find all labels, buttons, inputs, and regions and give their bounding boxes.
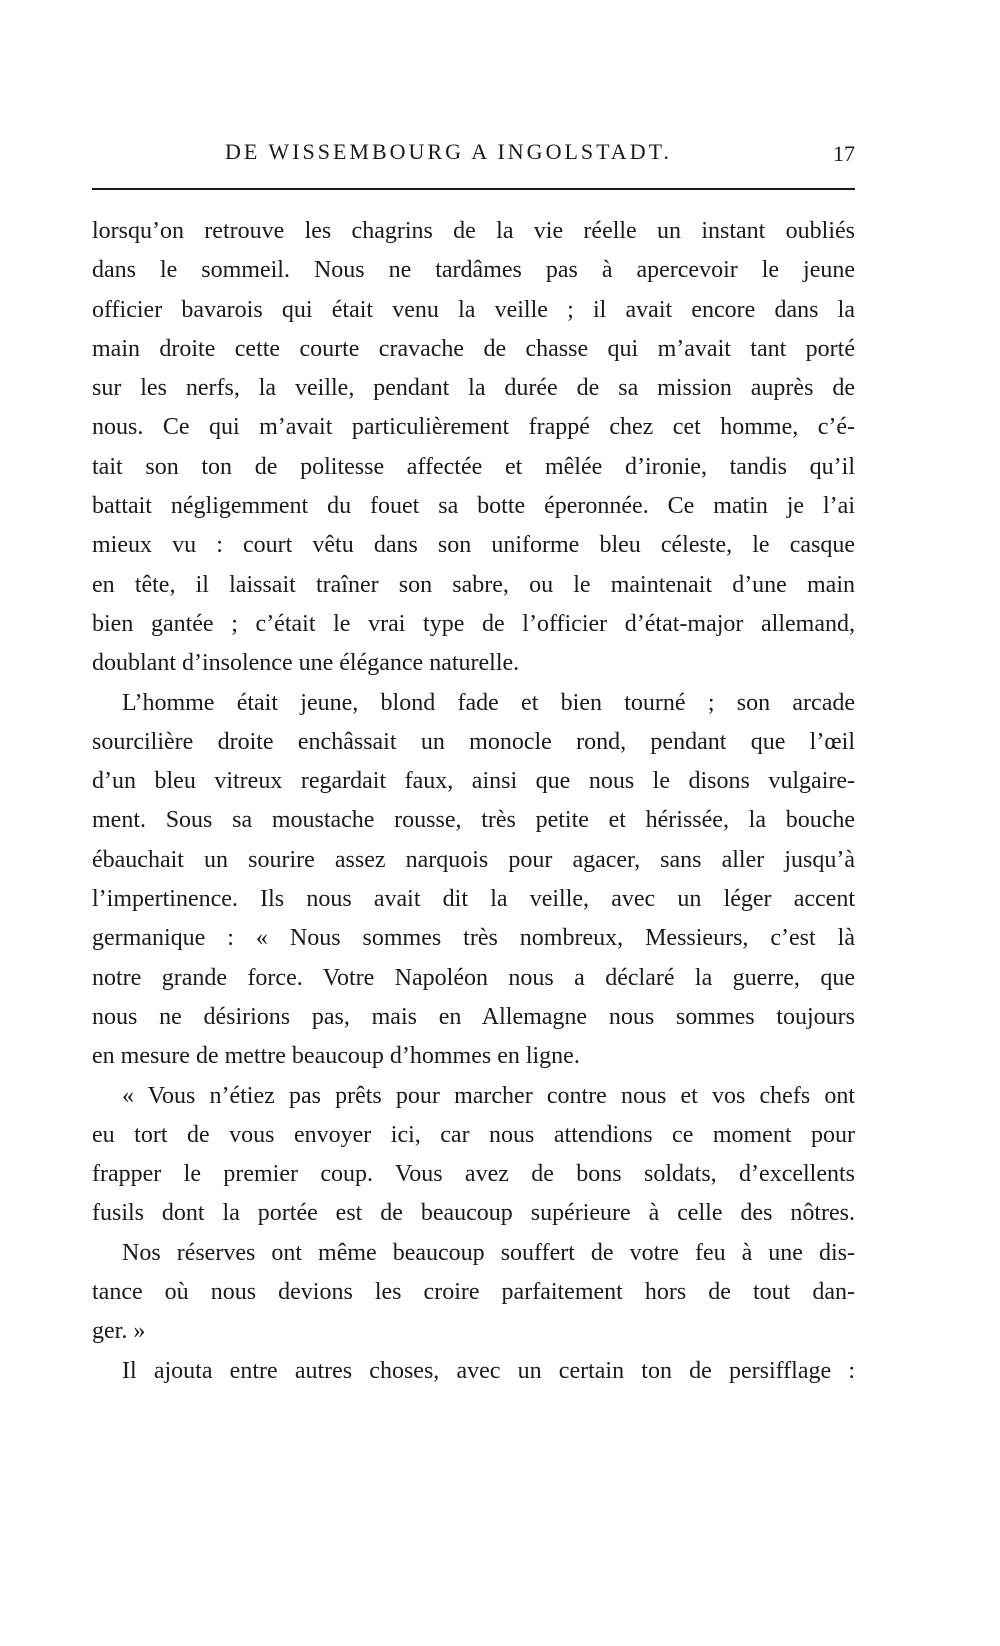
text-line: lorsqu’on retrouve les chagrins de la vie réelle un instant oubliés (92, 218, 855, 244)
running-head (92, 134, 855, 170)
text-line: sur les nerfs, la veille, pendant la durée de sa mission auprès de (92, 375, 855, 402)
text-line: officier bavarois qui était venu la veille ; il avait encore dans la (92, 296, 855, 323)
text-line: germanique : « Nous sommes très nombreux, Messieurs, c’est là (92, 925, 855, 952)
text-line: d’un bleu vitreux regardait faux, ainsi que nous le disons vulgaire- (92, 768, 855, 795)
text-line: dans le sommeil. Nous ne tardâmes pas à apercevoir le jeune (92, 257, 855, 284)
text-line: en mesure de mettre beaucoup d’hommes en ligne. (92, 1043, 580, 1070)
body-text (92, 212, 855, 1391)
text-line: ger. » (92, 1318, 146, 1345)
text-line: nous ne désirions pas, mais en Allemagne nous sommes toujours (92, 1003, 855, 1030)
text-line: fusils dont la portée est de beaucoup supérieure à celle des nôtres. (92, 1200, 855, 1227)
text-line: battait négligemment du fouet sa botte éperonnée. Ce matin je l’ai (92, 493, 855, 520)
text-line: « Vous n’étiez pas prêts pour marcher contre nous et vos chefs ont (122, 1082, 855, 1109)
text-line: notre grande force. Votre Napoléon nous a déclaré la guerre, que (92, 964, 855, 991)
text-line: doublant d’insolence une élégance naturelle. (92, 650, 520, 677)
text-line: mieux vu : court vêtu dans son uniforme bleu céleste, le casque (92, 532, 855, 559)
text-line: ment. Sous sa moustache rousse, très petite et hérissée, la bouche (92, 807, 855, 834)
text-line: frapper le premier coup. Vous avez de bons soldats, d’excellents (92, 1161, 855, 1188)
header-rule (92, 188, 855, 190)
text-line: main droite cette courte cravache de chasse qui m’avait tant porté (92, 335, 855, 362)
text-line: eu tort de vous envoyer ici, car nous attendions ce moment pour (92, 1121, 855, 1148)
text-line: bien gantée ; c’était le vrai type de l’officier d’état-major allemand, (92, 610, 855, 637)
text-line: L’homme était jeune, blond fade et bien tourné ; son arcade (122, 689, 855, 716)
page-number: 17 (833, 141, 855, 166)
running-title: DE WISSEMBOURG A INGOLSTADT. (225, 139, 672, 164)
text-line: tance où nous devions les croire parfaitement hors de tout dan- (92, 1279, 855, 1306)
text-line: l’impertinence. Ils nous avait dit la veille, avec un léger accent (92, 886, 855, 913)
text-line: en tête, il laissait traîner son sabre, ou le maintenait d’une main (92, 571, 855, 598)
text-line: tait son ton de politesse affectée et mêlée d’ironie, tandis qu’il (92, 453, 855, 480)
text-line: nous. Ce qui m’avait particulièrement frappé chez cet homme, c’é- (92, 414, 855, 441)
text-line: Il ajouta entre autres choses, avec un certain ton de persifflage : (122, 1357, 855, 1384)
text-line: sourcilière droite enchâssait un monocle rond, pendant que l’œil (92, 728, 855, 755)
text-line: ébauchait un sourire assez narquois pour agacer, sans aller jusqu’à (92, 846, 855, 873)
text-line: Nos réserves ont même beaucoup souffert de votre feu à une dis- (122, 1239, 855, 1266)
